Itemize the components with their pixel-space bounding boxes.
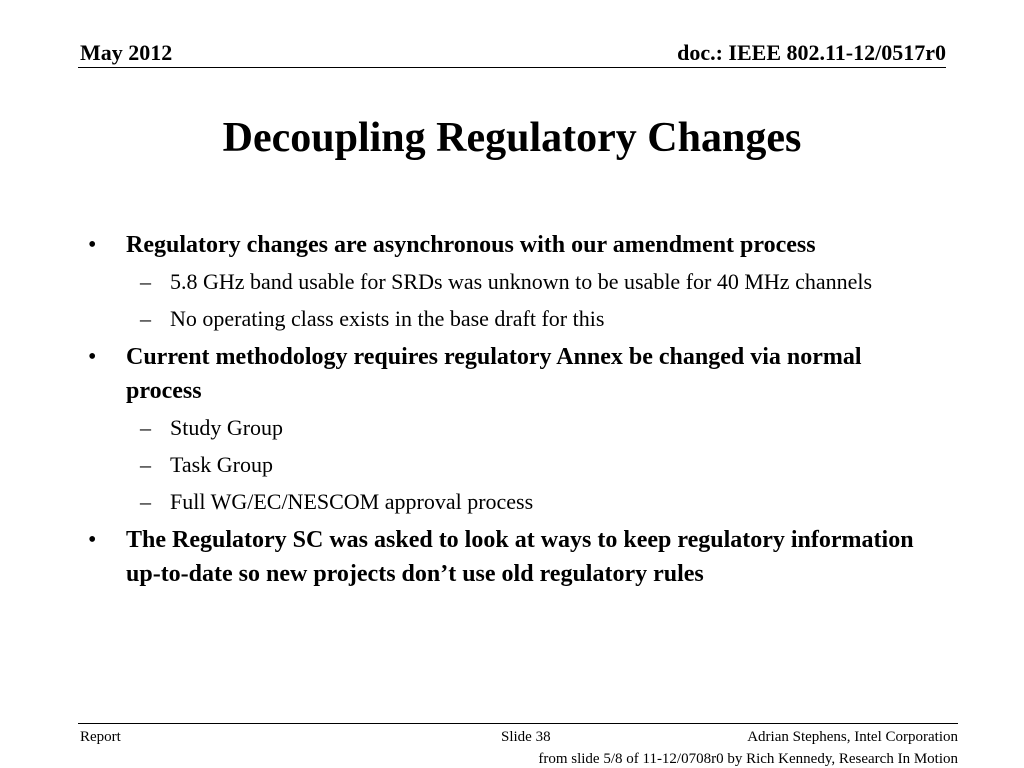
header-divider [78, 67, 946, 68]
dash-glyph: – [140, 306, 151, 331]
footer-author: Adrian Stephens, Intel Corporation [747, 729, 958, 745]
sub-bullet-text: 5.8 GHz band usable for SRDs was unknown to be usable for 40 MHz channels [170, 269, 873, 294]
sub-bullet-item [86, 486, 926, 517]
bullet-text: The Regulatory SC was asked to look at ways to keep regulatory information up-to-date so new projects don’t use old regulatory rules [126, 527, 914, 587]
sub-bullet-text: No operating class exists in the base draft for this [170, 306, 605, 331]
sub-list [86, 266, 926, 334]
sub-list [86, 412, 926, 517]
dash-glyph: – [140, 489, 151, 514]
dash-glyph: – [140, 452, 151, 477]
footer-divider [78, 723, 958, 724]
sub-bullet-item [86, 449, 926, 480]
bullet-text: Current methodology requires regulatory Annex be changed via normal process [126, 344, 862, 404]
sub-bullet-text: Task Group [170, 452, 273, 477]
header-doc-id: doc.: IEEE 802.11-12/0517r0 [677, 40, 946, 65]
sub-bullet-text: Study Group [170, 415, 284, 440]
sub-bullet-text: Full WG/EC/NESCOM approval process [170, 489, 534, 514]
sub-bullet-item [86, 303, 926, 334]
slide-body [86, 228, 926, 595]
bullet-glyph: • [88, 344, 97, 370]
bullet-item [86, 523, 926, 591]
slide-number: Slide 38 [501, 729, 551, 745]
header-date: May 2012 [80, 40, 173, 65]
sub-bullet-item [86, 266, 926, 297]
footer-source-note: from slide 5/8 of 11-12/0708r0 by Rich Kennedy, Research In Motion [538, 751, 958, 767]
slide-title: Decoupling Regulatory Changes [222, 115, 802, 161]
footer-label: Report [80, 729, 121, 745]
bullet-text: Regulatory changes are asynchronous with our amendment process [126, 232, 816, 258]
dash-glyph: – [140, 415, 151, 440]
dash-glyph: – [140, 269, 151, 294]
sub-bullet-item [86, 412, 926, 443]
bullet-item [86, 340, 926, 408]
bullet-item [86, 228, 926, 262]
bullet-glyph: • [88, 527, 97, 553]
bullet-glyph: • [88, 232, 97, 258]
